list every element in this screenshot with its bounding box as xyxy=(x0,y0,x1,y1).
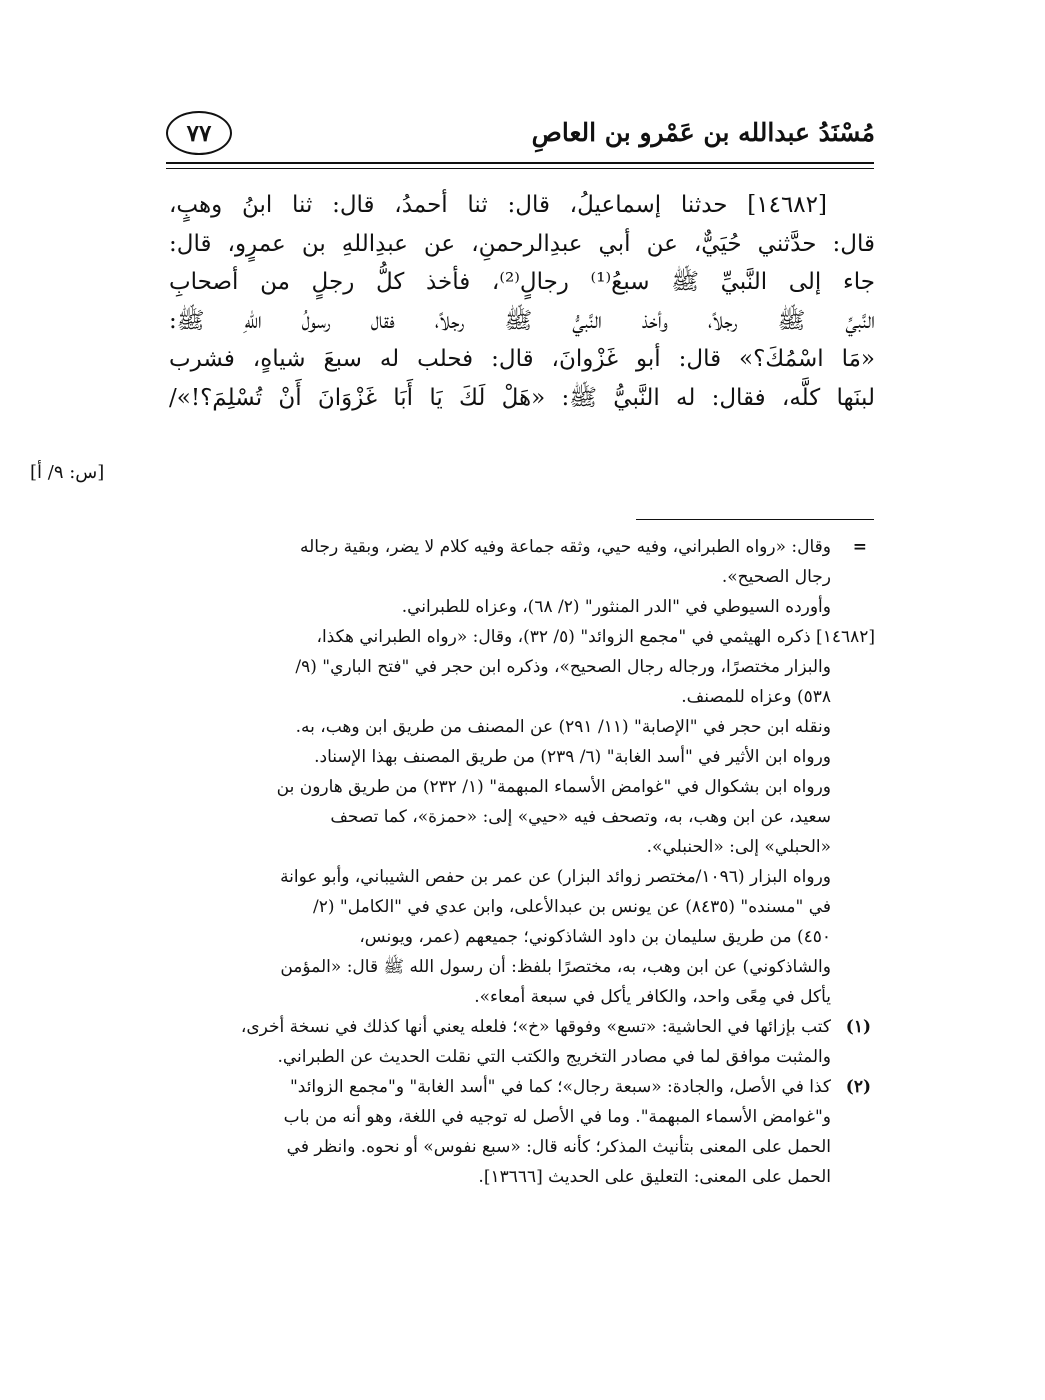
takhrij-line: ورواه ابن بشكوال في "غوامض الأسماء المبهمة" (١/ ٢٣٢) من طريق هارون بن xyxy=(276,777,831,797)
takhrij-line: والبزار مختصرًا، ورجاله رجال الصحيح»، وذكره ابن حجر في "فتح الباري" (٩/ xyxy=(295,657,831,677)
takhrij-line: في "مسنده" (٨٤٣٥) عن يونس بن عبدالأعلى، وابن عدي في "الكامل" (٢/ xyxy=(313,897,831,917)
footnote-line: رجال الصحيح». xyxy=(721,567,831,587)
hadith-line: [١٤٦٨٢] حدثنا إسماعيلُ، قال: ثنا أحمدُ، قال: ثنا ابنُ وهبٍ، xyxy=(169,192,827,218)
footnotes-section xyxy=(167,532,875,1192)
takhrij-block-continued xyxy=(167,652,875,1012)
takhrij-line: [١٤٦٨٢] ذكره الهيثمي في "مجمع الزوائد" (٥/ ٣٢)، وقال: «رواه الطبراني هكذا، xyxy=(316,627,875,647)
running-header-title: مُسْنَدُ عبدالله بن عَمْرو بن العاصِ xyxy=(531,118,875,147)
footnote-2 xyxy=(167,1072,875,1192)
takhrij-line: يأكل في مِعًى واحد، والكافر يأكل في سبعة أمعاء». xyxy=(474,987,831,1007)
footnote-continuation xyxy=(167,532,875,622)
takhrij-line: ورواه البزار (١٠٩٦/مختصر زوائد البزار) عن عمر بن حفص الشيباني، وأبو عوانة xyxy=(280,867,831,887)
continuation-marker: = xyxy=(852,537,867,557)
takhrij-isaba-line: ونقله ابن حجر في "الإصابة" (١١/ ٢٩١) عن المصنف من طريق ابن وهب، به. xyxy=(295,717,831,737)
footnote-number: (١) xyxy=(845,1017,871,1037)
hadith-line: قال: حدَّثني حُيَيٌّ، عن أبي عبدِالرحمنِ، عن عبدِاللهِ بن عمرٍو، قال: xyxy=(169,230,875,257)
takhrij-line: ٥٣٨) وعزاه للمصنف. xyxy=(681,687,831,707)
hadith-text xyxy=(169,186,875,417)
footnote-line: وقال: «رواه الطبراني، وفيه حيي، وثقه جماعة وفيه كلام لا يضر، وبقية رجاله xyxy=(299,537,831,557)
footnote-line: و"غوامض الأسماء المبهمة". وما في الأصل له توجيه في اللغة، وهو أنه من باب xyxy=(283,1107,831,1127)
hadith-line: النَّبيِّ ﷺ رجلاً، وأخذ النَّبيُّ ﷺ رجلاً، فقال رسولُ اللهِ ﷺ: xyxy=(169,307,875,334)
page-number-badge: ٧٧ xyxy=(166,111,232,155)
hadith-line: لبنَها كلَّه، فقال: له النَّبيُّ ﷺ: «هَلْ لَكَ يَا أَبَا غَزْوَانَ أَنْ تُسْلِمَ؟!»/ xyxy=(169,384,875,411)
footnote-number: (٢) xyxy=(845,1077,871,1097)
takhrij-usd-line: ورواه ابن الأثير في "أسد الغابة" (٦/ ٢٣٩) من طريق المصنف بهذا الإسناد. xyxy=(314,747,831,767)
takhrij-line: «الحبلي» إلى: «الحنبلي». xyxy=(646,837,831,857)
footnote-line: كذا في الأصل، والجادة: «سبعة رجال»؛ كما في "أسد الغابة" و"مجمع الزوائد" xyxy=(289,1077,831,1097)
takhrij-block xyxy=(167,622,875,652)
takhrij-line: ٤٥٠) من طريق سليمان بن داود الشاذكوني؛ جميعهم (عمر، ويونس، xyxy=(359,927,831,947)
manuscript-margin-reference: [س: ٩/ أ] xyxy=(30,462,105,483)
footnote-line: كتب بإزائها في الحاشية: «تسع» وفوقها «خ»؛ فلعله يعني أنها كذلك في نسخة أخرى، xyxy=(240,1017,831,1037)
takhrij-line: سعيد، عن ابن وهب، به، وتصحف فيه «حيي» إلى: «حمزة»، كما تصحف xyxy=(330,807,831,827)
footnote-1 xyxy=(167,1012,875,1072)
footnote-separator xyxy=(636,519,874,520)
footnote-line: وأورده السيوطي في "الدر المنثور" (٢/ ٦٨)، وعزاه للطبراني. xyxy=(401,597,831,617)
footnote-line: الحمل على المعنى: التعليق على الحديث [١٣٦٦٦]. xyxy=(478,1167,831,1187)
footnote-line: والمثبت موافق لما في مصادر التخريج والكتب التي نقلت الحديث عن الطبراني. xyxy=(277,1047,831,1067)
takhrij-line: والشاذكوني) عن ابن وهب، به، مختصرًا بلفظ: أن رسول الله ﷺ قال: «المؤمن xyxy=(280,957,831,977)
hadith-line: «مَا اسْمُكَ؟» قال: أبو غَزْوانَ، قال: فحلب له سبعَ شياهٍ، فشرب xyxy=(169,346,875,372)
footnote-line: الحمل على المعنى بتأنيث المذكر؛ كأنه قال: «سبع نفوس» أو نحوه. وانظر في xyxy=(286,1137,831,1157)
header-rule-thin xyxy=(166,168,874,169)
hadith-line: جاء إلى النَّبيِّ ﷺ سبعُ⁽¹⁾ رجالٍ⁽²⁾، فأخذ كلُّ رجلٍ من أصحابِ xyxy=(169,269,875,295)
header-rule-thick xyxy=(166,162,874,164)
